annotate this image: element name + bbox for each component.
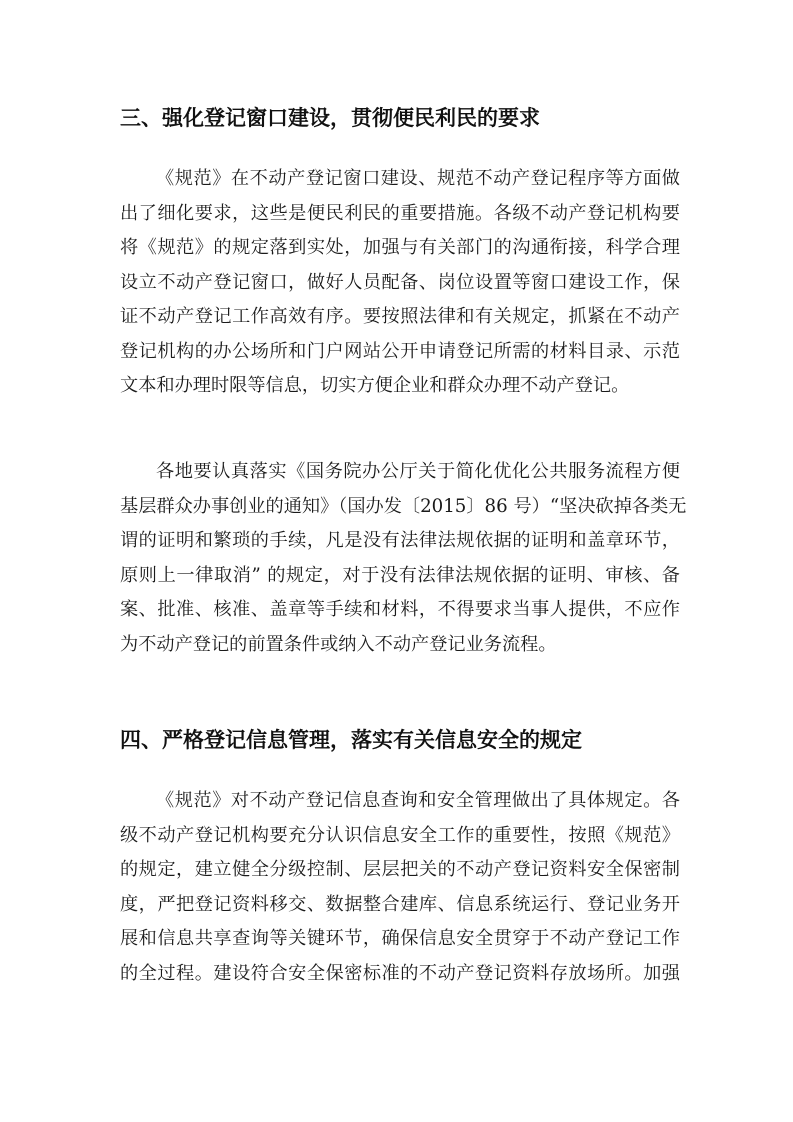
text-line: 基层群众办事创业的通知》（国办发〔2015〕86 号）“坚决砍掉各类无 xyxy=(120,495,687,517)
text-line: 设立不动产登记窗口，做好人员配备、岗位设置等窗口建设工作，保 xyxy=(120,271,680,293)
text-line: 证不动产登记工作高效有序。要按照法律和有关规定，抓紧在不动产 xyxy=(120,306,680,327)
text-line: 的全过程。建设符合安全保密标准的不动产登记资料存放场所。加强 xyxy=(120,962,680,984)
text-line: 原则上一律取消” 的规定，对于没有法律法规依据的证明、审核、备 xyxy=(120,564,680,586)
text-line: 将《规范》的规定落到实处，加强与有关部门的沟通衔接，科学合理 xyxy=(120,237,680,258)
text-line: 的规定，建立健全分级控制、层层把关的不动产登记资料安全保密制 xyxy=(120,859,680,880)
text-line: 《规范》对不动产登记信息查询和安全管理做出了具体规定。各 xyxy=(156,790,680,811)
section-3-heading: 三、强化登记窗口建设，贯彻便民利民的要求 xyxy=(120,106,540,130)
text-line: 度，严把登记资料移交、数据整合建库、信息系统运行、登记业务开 xyxy=(120,893,680,915)
text-line: 为不动产登记的前置条件或纳入不动产登记业务流程。 xyxy=(120,633,557,655)
text-line: 展和信息共享查询等关键环节，确保信息安全贯穿于不动产登记工作 xyxy=(120,928,680,949)
text-line: 级不动产登记机构要充分认识信息安全工作的重要性，按照《规范》 xyxy=(120,824,680,846)
text-line: 出了细化要求，这些是便民利民的重要措施。各级不动产登记机构要 xyxy=(120,202,680,224)
section-4-heading: 四、严格登记信息管理，落实有关信息安全的规定 xyxy=(120,728,582,752)
section-3-paragraph-2 xyxy=(120,455,687,662)
text-line: 登记机构的办公场所和门户网站公开申请登记所需的材料目录、示范 xyxy=(120,340,680,362)
text-line: 各地要认真落实《国务院办公厅关于简化优化公共服务流程方便 xyxy=(156,461,680,482)
text-line: 《规范》在不动产登记窗口建设、规范不动产登记程序等方面做 xyxy=(156,168,680,189)
section-4-paragraph-1 xyxy=(120,784,680,991)
text-line: 文本和办理时限等信息，切实方便企业和群众办理不动产登记。 xyxy=(120,375,630,396)
section-3-paragraph-1 xyxy=(120,162,680,404)
text-line: 谓的证明和繁琐的手续，凡是没有法律法规依据的证明和盖章环节， xyxy=(120,530,680,551)
text-line: 案、批准、核准、盖章等手续和材料，不得要求当事人提供，不应作 xyxy=(120,599,680,620)
